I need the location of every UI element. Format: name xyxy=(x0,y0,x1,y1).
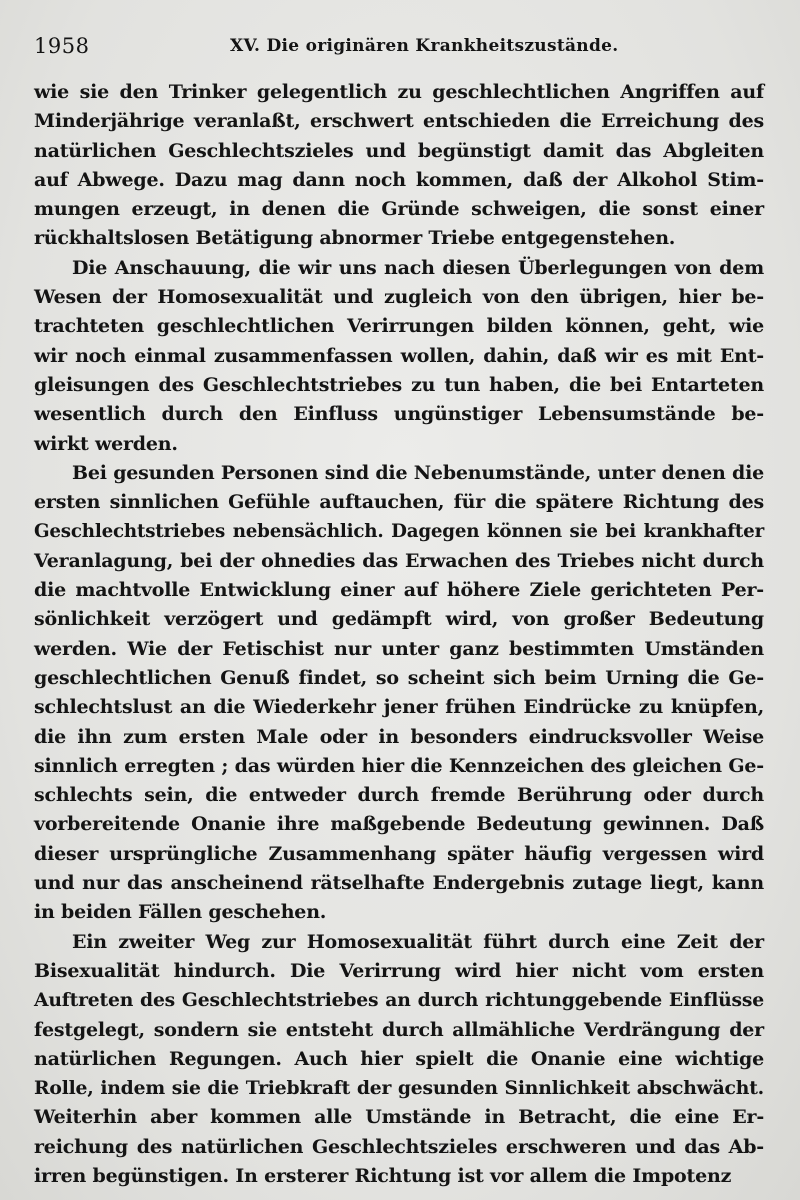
text-line: dieser ursprüngliche Zusammenhang später häufig vergessen wird xyxy=(34,842,764,865)
text-line: ersten sinnlichen Gefühle auftauchen, für die spätere Richtung des xyxy=(34,491,764,514)
text-line: werden. Wie der Fetischist nur unter ganz bestimmten Umständen xyxy=(34,637,764,660)
text-line: Weiterhin aber kommen alle Umstände in Betracht, die eine Er- xyxy=(34,1106,764,1129)
text-line: Bei gesunden Personen sind die Nebenumstände, unter denen die xyxy=(72,461,764,484)
text-line: vorbereitende Onanie ihre maßgebende Bedeutung gewinnen. Daß xyxy=(34,813,764,836)
text-line: geschlechtlichen Genuß findet, so scheint sich beim Urning die Ge- xyxy=(34,666,764,689)
body-text xyxy=(34,78,764,1191)
text-line: die machtvolle Entwicklung einer auf höhere Ziele gerichteten Per- xyxy=(34,579,764,602)
text-line: Minderjährige veranlaßt, erschwert entschieden die Erreichung des xyxy=(34,110,764,133)
text-line: wie sie den Trinker gelegentlich zu geschlechtlichen Angriffen auf xyxy=(34,81,764,103)
text-line: Ein zweiter Weg zur Homosexualität führt durch eine Zeit der xyxy=(72,930,764,953)
text-line: mungen erzeugt, in denen die Gründe schweigen, die sonst einer xyxy=(34,198,764,221)
text-line: sinnlich erregten ; das würden hier die Kennzeichen des gleichen Ge- xyxy=(34,754,764,777)
text-line: die ihn zum ersten Male oder in besonders eindrucksvoller Weise xyxy=(34,725,764,748)
text-line: Rolle, indem sie die Triebkraft der gesunden Sinnlichkeit abschwächt. xyxy=(34,1077,764,1100)
paragraph xyxy=(34,78,764,254)
text-line: natürlichen Regungen. Auch hier spielt die Onanie eine wichtige xyxy=(34,1047,764,1070)
text-line: Die Anschauung, die wir uns nach diesen Überlegungen von dem xyxy=(72,256,764,279)
text-line: reichung des natürlichen Geschlechtszieles erschweren und das Ab- xyxy=(34,1135,764,1158)
text-line: Wesen der Homosexualität und zugleich von den übrigen, hier be- xyxy=(34,286,764,309)
text-line: auf Abwege. Dazu mag dann noch kommen, daß der Alkohol Stim- xyxy=(34,168,764,191)
text-line: wirkt werden. xyxy=(34,432,178,455)
text-line: sönlichkeit verzögert und gedämpft wird, von großer Bedeutung xyxy=(34,608,764,631)
text-line: Auftreten des Geschlechtstriebes an durch richtunggebende Einflüsse xyxy=(34,989,764,1012)
text-line: wir noch einmal zusammenfassen wollen, dahin, daß wir es mit Ent- xyxy=(34,344,764,367)
text-line: und nur das anscheinend rätselhafte Endergebnis zutage liegt, kann xyxy=(34,872,764,895)
text-line: rückhaltslosen Betätigung abnormer Triebe entgegenstehen. xyxy=(34,227,676,250)
page-header xyxy=(34,34,770,60)
paragraph xyxy=(34,459,764,928)
text-line: festgelegt, sondern sie entsteht durch allmähliche Verdrängung der xyxy=(34,1018,764,1041)
text-line: trachteten geschlechtlichen Verirrungen bilden können, geht, wie xyxy=(34,315,764,338)
text-line: schlechts sein, die entweder durch fremde Berührung oder durch xyxy=(34,784,764,807)
paragraph xyxy=(34,254,764,459)
paragraph xyxy=(34,928,764,1192)
text-line: wesentlich durch den Einfluss ungünstiger Lebensumstände be- xyxy=(34,403,764,426)
running-title: XV. Die originären Krankheitszustände. xyxy=(230,36,619,56)
text-line: in beiden Fällen geschehen. xyxy=(34,901,327,924)
text-line: Veranlagung, bei der ohnedies das Erwachen des Triebes nicht durch xyxy=(34,549,764,572)
text-line: natürlichen Geschlechtszieles und begünstigt damit das Abgleiten xyxy=(34,139,764,162)
text-line: gleisungen des Geschlechtstriebes zu tun haben, die bei Entarteten xyxy=(34,373,764,396)
text-line: irren begünstigen. In ersterer Richtung ist vor allem die Impotenz xyxy=(34,1164,732,1187)
text-line: Geschlechtstriebes nebensächlich. Dagegen können sie bei krankhafter xyxy=(34,521,764,543)
text-line: schlechtslust an die Wiederkehr jener frühen Eindrücke zu knüpfen, xyxy=(34,696,764,719)
text-line: Bisexualität hindurch. Die Verirrung wird hier nicht vom ersten xyxy=(34,959,764,982)
page-number: 1958 xyxy=(34,34,90,58)
